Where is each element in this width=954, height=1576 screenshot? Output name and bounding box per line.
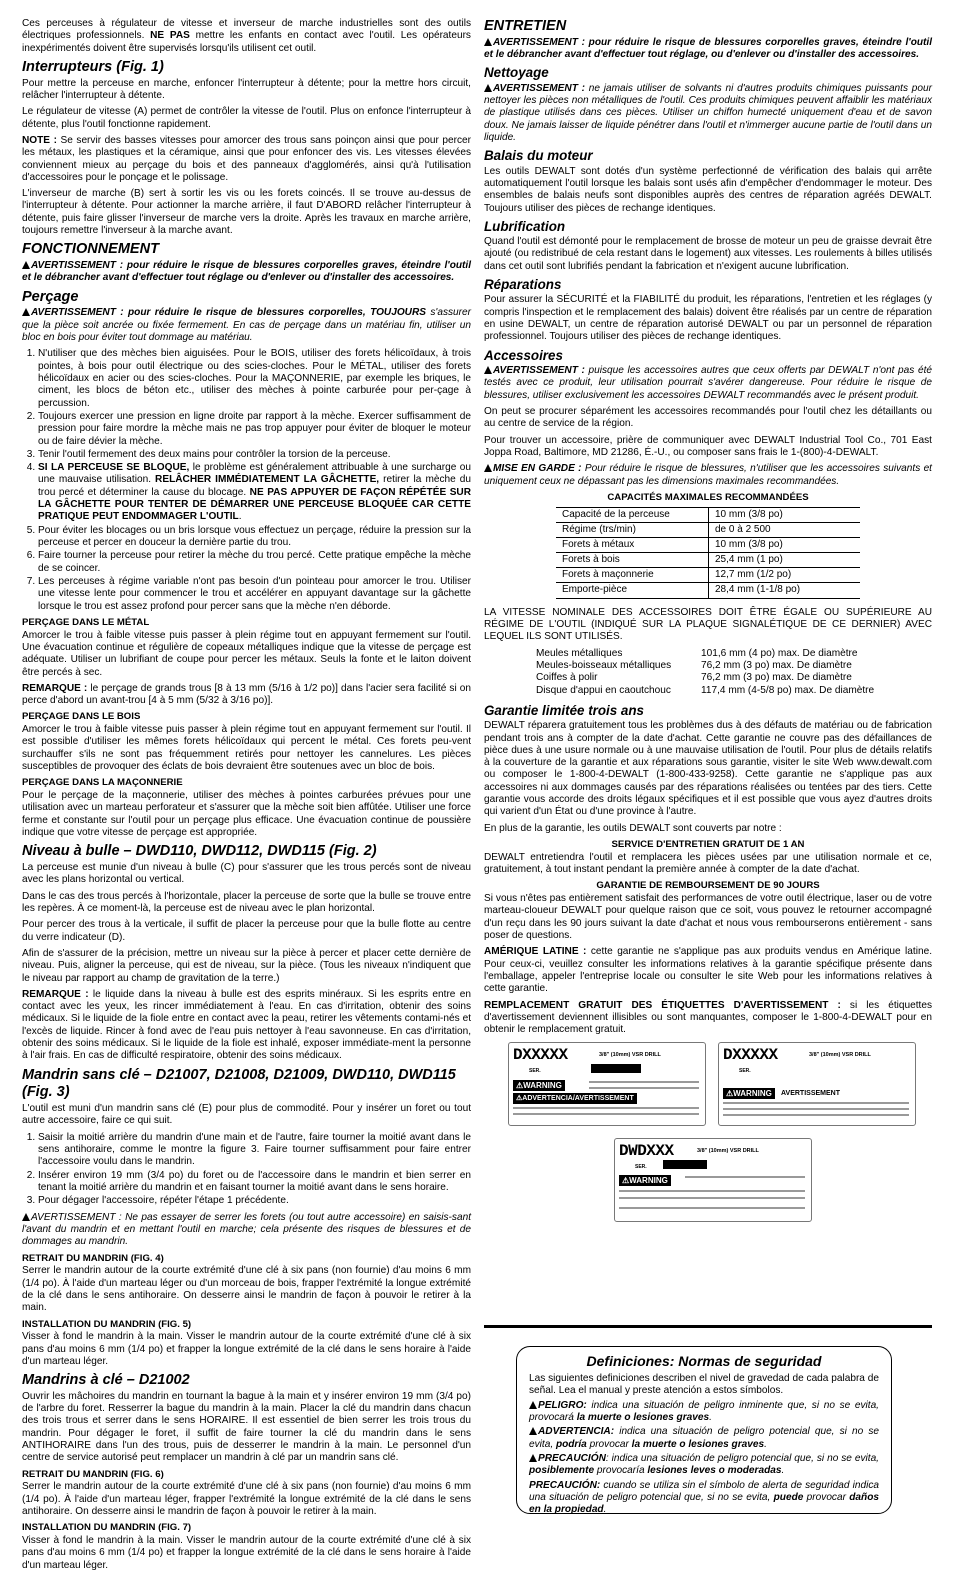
metal-remark: REMARQUE : le perçage de grands trous [8 à 13 mm (5/16 à 1/2 po)] dans l'acier sera facilité si on perce d'abord un avant-trou [4 à 5 mm (5/32 à 3/16 po)].	[22, 682, 471, 707]
list-item: 3. Tenir l'outil fermement des deux mains pour contrôler la torsion de la perceuse.	[38, 449, 471, 461]
mandrins-a-cle-heading: Mandrins à clé – D21002	[22, 1372, 190, 1389]
definitions-heading: Definiciones: Normas de seguridad	[586, 1353, 822, 1369]
remplacement-paragraph: REMPLACEMENT GRATUIT DES ÉTIQUETTES D'AVERTISSEMENT : si les étiquettes d'avertissement deviennent illisibles ou sont manquantes, composer le 1-800-4-DEWALT pour en obtenir le remplacement gratuit.	[484, 999, 932, 1036]
list-item: Meules métalliques	[536, 647, 623, 659]
lubrification-heading: Lubrification	[484, 218, 566, 234]
mandrin-steps	[22, 1132, 471, 1208]
precaucion-definition: PRECAUCIÓN: indica una situación de peligro potencial que, si no se evita, posiblemente provocaría lesiones leves o moderadas.	[529, 1452, 879, 1477]
list-item: Meules-boisseaux métalliques	[536, 659, 672, 671]
warning-label-3	[614, 1138, 812, 1222]
capacites-heading: CAPACITÉS MAXIMALES RECOMMANDÉES	[607, 491, 809, 503]
lubrification-paragraph: Quand l'outil est démonté pour le remplacement de brosse de moteur un peu de graisse devrait être ajouté (ou redistribué de cela restant dans le logement) aux vitesses. Les roulements à billes utilisés dans cet outil sont lubrifiés pendant la fabrication et n'exigent aucune lubrification.	[484, 236, 932, 272]
advertencia-definition: ADVERTENCIA: indica una situación de peligro potencial que, si no se evita, podría provocar la muerte o lesiones graves.	[529, 1426, 879, 1450]
table-row: Forets à bois 25,4 mm (1 po)	[556, 553, 860, 568]
label-text-line	[619, 1207, 805, 1209]
metal-paragraph: Amorcer le trou à faible vitesse puis passer à plein régime tout en appuyant fermement sur l'outil. Une évacuation continue et régulière de copeaux métalliques indique que la vitesse de perçage est adéquate. Utiliser un lubrifiant de coupe pour percer les métaux. Seuls la fonte et le laiton doivent être percés à sec.	[22, 629, 471, 678]
garantie-p2: En plus de la garantie, les outils DEWALT sont couverts par notre :	[484, 822, 782, 834]
percage-heading: Perçage	[22, 288, 79, 305]
list-item: 2. Insérer environ 19 mm (3/4 po) du foret ou de l'accessoire dans le mandrin et bien serrer en tenant la moitié arrière du mandrin et en faisant tourner la moitié avant dans le sens horaire.	[38, 1170, 471, 1195]
table-row: Capacité de la perceuse 10 mm (3/8 po)	[556, 507, 860, 522]
list-item: 6. Faire tourner la perceuse pour retirer la mèche du trou percé. Cette pratique empêche la mèche de se coincer.	[38, 550, 471, 575]
mise-en-garde: MISE EN GARDE : Pour réduire le risque de blessures, n'utiliser que les accessoires suivants et uniquement ceux ne dépassant pas les dimensions maximales recommandées.	[484, 463, 932, 487]
label-subtitle: 3/8" (10mm) VSR DRILL	[599, 1052, 661, 1059]
retrait4-heading: RETRAIT DU MANDRIN (FIG. 4)	[22, 1252, 164, 1264]
table-row: Emporte-pièce 28,4 mm (1-1/8 po)	[556, 583, 860, 598]
warning-triangle-icon	[22, 261, 30, 269]
label-model: DXXXXX	[723, 1046, 778, 1065]
list-item: 2. Toujours exercer une pression en ligne droite par rapport à la mèche. Exercer suffisamment de pression pour faire mordre la mèche mais ne pas trop appuyer pour éviter de bloquer le moteur ou de faire dévier la mèche.	[38, 411, 471, 448]
label-model: DXXXXX	[513, 1046, 568, 1065]
accessoires-list	[536, 648, 932, 697]
reparations-paragraph: Pour assurer la SÉCURITÉ et la FIABILITÉ du produit, les réparations, l'entretien et les réglages (y compris l'inspection et le remplacement des balais) doivent être réalisés par un centre de réparation en usine DEWALT, un centre de réparation autorisé DEWALT ou par un personnel de réparation professionnel. Toujours utiliser des pièces de rechange identiques.	[484, 294, 932, 343]
inverseur-paragraph: L'inverseur de marche (B) sert à sortir les vis ou les forets coincés. Il se trouve au-dessus de l'interrupteur à détente. Pour actionner la marche arrière, il faut D'ABORD relâcher l'interrupteur à détente, puis faire glisser l'inverseur de marche vers la droite. Après les travaux en marche arrière, toujours remettre l'inverseur à la marche avant.	[22, 188, 471, 237]
balais-heading: Balais du moteur	[484, 148, 593, 164]
label-text-line	[685, 1176, 805, 1178]
warning-triangle-icon	[484, 366, 492, 374]
label-warning-badge: ⚠WARNING	[723, 1088, 775, 1099]
reparations-heading: Réparations	[484, 277, 562, 293]
entretien-warning: AVERTISSEMENT : pour réduire le risque de blessures corporelles graves, éteindre l'outil et le débrancher avant d'effectuer tout réglage, ou d'enlever ou d'installer des accessoires.	[484, 36, 932, 60]
accessoires-p1: On peut se procurer séparément les accessoires recommandés pour l'outil chez les détaillants ou au centre de service de la région.	[484, 405, 932, 430]
label-text-line	[619, 1190, 805, 1192]
right-column	[484, 18, 932, 1342]
nettoyage-heading: Nettoyage	[484, 65, 549, 81]
garantie-paragraph: DEWALT réparera gratuitement tous les problèmes dus à des défauts de matériau ou de fabrication pendant trois ans à compter de la date d'achat. Cette garantie ne couvre pas des défaillances de pièce dues à une usure normale ou à une mauvaise utilisation de l'outil. Pour plus de détails relatifs à la couverture de la garantie et aux réparations sous garantie, visiter le site Web www.dewalt.com ou composer le 1-800-4-DEWALT (1-800-433-9258). Cette garantie ne s'applique pas aux accessoires ni aux dommages causés par des réparations réalisées ou tentées par des tiers. Cette garantie vous accorde des droits légaux spécifiques et il est possible que vous ayez d'autres droits qui varient d'un État ou d'une province à l'autre.	[484, 720, 932, 818]
list-item: 101,6 mm (4 po) max. De diamètre	[701, 647, 858, 659]
percage-warning: AVERTISSEMENT : pour réduire le risque de blessures corporelles, TOUJOURS s'assurer que la pièce soit ancrée ou fixée fermement. En cas de perçage dans un matériau fin, utiliser un bloc en bois pour éviter tout dommage au matériau.	[22, 307, 471, 343]
mandrin-sans-cle-heading: Mandrin sans clé – D21007, D21008, D21009, DWD110, DWD115 (Fig. 3)	[22, 1066, 456, 1101]
warning-triangle-icon	[529, 1454, 537, 1462]
entretien-heading: ENTRETIEN	[484, 18, 567, 34]
label-warning-text: AVERTISSEMENT	[781, 1090, 840, 1098]
label-text-line	[513, 1113, 699, 1115]
list-item: Disque d'appui en caoutchouc	[536, 684, 671, 696]
retrait6-paragraph: Serrer le mandrin autour de la courte extrémité d'une clé à six pans (non fournie) d'au moins 6 mm (1/4 po). À l'aide d'un marteau léger, frapper l'extrémité la longue extrémité de la clé dans le sens antihoraire. On desserre ainsi le mandrin de façon à pouvoir le retirer à la main.	[22, 1481, 471, 1518]
label-text-line	[619, 1197, 805, 1199]
remboursement-heading: GARANTIE DE REMBOURSEMENT DE 90 JOURS	[596, 880, 820, 892]
precaucion-no-symbol-definition: PRECAUCIÓN: cuando se utiliza sin el símbolo de alerta de seguridad indica una situación de peligro potencial que, si no se evita, puede provocar daños en la propiedad.	[529, 1479, 879, 1516]
label-serial: SER.	[529, 1068, 541, 1075]
amerique-paragraph: AMÉRIQUE LATINE : cette garantie ne s'applique pas aux produits vendus en Amérique latine. Pour ceux-ci, veuillez consulter les informations relatives à la garantie spécifique présente dans l'emballage, appeler l'entreprise locale ou consulter le site Web pour les informations relatives à cette garantie.	[484, 946, 932, 995]
label-model: DWDXXX	[619, 1142, 674, 1161]
niveau-remark: REMARQUE : le liquide dans la niveau à bulle est des esprits minéraux. Si les esprits entre en contact avec les yeux, les rincer immédiatement à l'eau. En cas d'irritation, obtenir des soins médicaux. Si le liquide de la fiole entre en contact avec la peau, retirer les vêtements contami-nés et l'excès de liquide. Rincer à fond avec de l'eau puis nettoyer à l'eau savonneuse. En cas d'irritation, obtenir des soins médicaux. Si le liquide de la fiole est inhalé, exposer immédiate-ment la personne à l'air frais. En cas de difficulté respiratoire, obtenir des soins médicaux.	[22, 988, 471, 1062]
label-serial: SER.	[635, 1164, 647, 1171]
install5-heading: INSTALLATION DU MANDRIN (FIG. 5)	[22, 1318, 192, 1330]
warning-labels	[484, 1042, 932, 1342]
list-item: Coiffes à polir	[536, 672, 598, 684]
label-text-line	[589, 1081, 699, 1083]
label-text-line	[589, 1087, 699, 1089]
bois-paragraph: Amorcer le trou à faible vitesse puis passer à plein régime tout en appuyant fermement sur l'outil. Il est possible d'utiliser les mêmes forets hélicoïdaux qui percent le métal. Ces forets peu-vent surchauffer s'ils ne sont pas fréquemment retirés pour nettoyer les cannelures. Les pièces susceptibles de provoquer des éclats de bois devraient être soutenues avec un bloc de bois.	[22, 724, 471, 773]
intro-paragraph: Ces perceuses à régulateur de vitesse et inverseur de marche industrielles sont des outils électriques professionnels. NE PAS mettre les enfants en contact avec l'outil. Les opérateurs inexpérimentés doivent être supervisés lorsqu'ils utilisent cet outil.	[22, 18, 471, 54]
label-warning-badge: ⚠WARNING	[513, 1080, 565, 1091]
retrait6-heading: RETRAIT DU MANDRIN (FIG. 6)	[22, 1468, 164, 1480]
warning-triangle-icon	[529, 1401, 537, 1409]
table-row: Forets à métaux 10 mm (3/8 po)	[556, 537, 860, 552]
label-subtitle: 3/8" (10mm) VSR DRILL	[697, 1148, 759, 1155]
list-item: 3. Pour dégager l'accessoire, répéter l'étape 1 précédente.	[38, 1195, 471, 1207]
remboursement-paragraph: Si vous n'êtes pas entièrement satisfait des performances de votre outil électrique, laser ou de votre marteau-cloueur DEWALT pour quelque raison que ce soit, vous pouvez le retourner accompagné d'un reçu dans les 90 jours suivant la date d'achat et nous vous rembourserons entièrement - sans poser de questions.	[484, 893, 932, 941]
maconnerie-paragraph: Pour le perçage de la maçonnerie, utiliser des mèches à pointes carburées prévues pour une utilisation avec un marteau perforateur et s'assurer que la mèche soit bien affûtée. Utiliser une force ferme et constante sur l'outil pour un perçage plus efficace. Une évacuation continue de poussière indique que votre vitesse de perçage est appropriée.	[22, 790, 471, 839]
install7-paragraph: Visser à fond le mandrin à la main. Visser le mandrin autour de la courte extrémité d'une clé à six pans d'au moins 6 mm (1/4 po) et frapper la longue extrémité de la clé dans le sens horaire à l'aide d'un marteau léger.	[22, 1535, 471, 1571]
bois-heading: PERÇAGE DANS LE BOIS	[22, 711, 141, 723]
warning-triangle-icon	[22, 308, 30, 316]
balais-paragraph: Les outils DEWALT sont dotés d'un système perfectionné de vérification des balais qui arrête automatiquement l'outil lorsque les balais sont usés afin d'empêcher d'endommager le moteur. Des ensembles de balais neufs sont disponibles auprès des centres de réparation agréés DEWALT. Toujours utiliser des pièces de rechange identiques.	[484, 165, 932, 214]
mandrin-paragraph: L'outil est muni d'un mandrin sans clé (E) pour plus de commodité. Pour y insérer un foret ou tout autre accessoire, faire ce qui suit.	[22, 1103, 471, 1127]
label-text-line	[513, 1107, 699, 1109]
maconnerie-heading: PERÇAGE DANS LA MAÇONNERIE	[22, 777, 183, 789]
vitesse-paragraph: LA VITESSE NOMINALE DES ACCESSOIRES DOIT ÊTRE ÉGALE OU SUPÉRIEURE AU RÉGIME DE L'OUTIL (INDIQUÉ SUR LA PLAQUE SIGNALÉTIQUE DE CE DERNIER) AVEC LEQUEL ILS SONT UTILISÉS.	[484, 606, 932, 643]
redacted-block	[591, 1064, 641, 1073]
percage-steps	[22, 348, 471, 613]
garantie-heading: Garantie limitée trois ans	[484, 702, 645, 718]
label-warning-badge: ⚠ADVERTENCIA/AVERTISSEMENT	[513, 1093, 637, 1104]
table-row: Régime (trs/min) de 0 à 2 500	[556, 522, 860, 537]
label-serial: SER.	[739, 1068, 751, 1075]
section-divider	[484, 1325, 932, 1328]
niveau-p3: Pour percer des trous à la verticale, il suffit de placer la perceuse pour que la bulle flotte au centre du verre indicateur (D).	[22, 919, 471, 943]
redacted-block	[663, 1160, 707, 1169]
accessoires-heading: Accessoires	[484, 347, 563, 363]
list-item: 76,2 mm (3 po) max. De diamètre	[701, 659, 852, 671]
cle-paragraph: Ouvrir les mâchoires du mandrin en tournant la bague à la main et y insérer environ 19 mm (3/4 po) de l'arbre du foret. Resserrer la bague du mandrin à la main. Placer la clé du mandrin dans chacun des trois trous et serrer dans le sens HORAIRE. Il est essentiel de bien serrer les trois trous du mandrin. Pour dégager le foret, il suffit de faire tourner la clé du mandrin dans le sens ANTIHORAIRE dans l'un des trous, puis de desserrer le mandrin à la main. Le personnel d'un centre de service autorisé peut remplacer un mandrin à clé par un mandrin sans clé.	[22, 1390, 471, 1464]
niveau-p4: Afin de s'assurer de la précision, mettre un niveau sur la pièce à percer et placer cette dernière de niveau. Puis, aligner la perceuse, qui est de niveau, sur la pièce. (Tous les niveaux n'indiquent que le niveau par rapport au champ de gravitation de la terre.)	[22, 947, 471, 984]
list-item: 1. N'utiliser que des mèches bien aiguisées. Pour le BOIS, utiliser des forets hélicoïdaux, à trois pointes, à bois pour outil électrique ou des scies-cloches. Pour le MÉTAL, utiliser des forets hélicoïdaux en acier ou des scies-cloches. Pour la MAÇONNERIE, par exemple les briques, le ciment, les blocs de béton etc., utiliser des mèches à pointe carburée pour per-çage à percussion.	[38, 348, 471, 410]
install7-heading: INSTALLATION DU MANDRIN (FIG. 7)	[22, 1522, 192, 1534]
list-item: 76,2 mm (3 po) max. De diamètre	[701, 672, 852, 684]
list-item: 7. Les perceuses à régime variable n'ont pas besoin d'un pointeau pour amorcer le trou. Utiliser une vitesse lente pour commencer le trou et accélérer en appuyant davantage sur la gâchette lorsque le trou est assez profond pour percer sans que la mèche n'en déborde.	[38, 576, 471, 613]
warning-label-2	[718, 1042, 916, 1126]
list-item: 1. Saisir la moitié arrière du mandrin d'une main et de l'autre, faire tourner la moitié avant dans le sens antihoraire, comme le montre la figure 3. Faire tourner suffisamment pour faire entrer l'accessoire voulu dans le mandrin.	[38, 1132, 471, 1169]
accessoires-warning: AVERTISSEMENT : puisque les accessoires autres que ceux offerts par DEWALT n'ont pas été testés avec ce produit, leur utilisation pourrait s'avérer dangereuse. Pour réduire le risque de blessures, utiliser exclusivement les accessoires DEWALT recommandés avec le présent produit.	[484, 365, 932, 401]
list-item: 4. SI LA PERCEUSE SE BLOQUE, le problème est généralement attribuable à une surcharge ou une mauvaise utilisation. RELÂCHER IMMÉDIATEMENT LA GÂCHETTE, retirer la mèche du trou percé et déterminer la cause du blocage. NE PAS APPUYER DE FAÇON RÉPÉTÉE SUR LA GÂCHETTE POUR TENTER DE DÉMARRER UNE PERCEUSE BLOQUÉE CAR CETTE PRATIQUE PEUT ENDOMMAGER L'OUTIL.	[38, 462, 471, 524]
nettoyage-warning: AVERTISSEMENT : ne jamais utiliser de solvants ni d'autres produits chimiques puissants pour nettoyer les pièces non métalliques de l'outil. Ces produits chimiques peuvent affaiblir les matériaux de plastique utilisés dans ces pièces. Utiliser un chiffon humecté uniquement d'eau et de savon doux. Ne jamais laisser de liquide pénétrer dans l'outil et n'immerger aucune partie de l'outil dans un liquide.	[484, 82, 932, 143]
definitions-box	[516, 1346, 892, 1514]
note-paragraph: NOTE : Se servir des basses vitesses pour amorcer des trous sans poinçon ainsi que pour percer les métaux, les plastiques et la céramique, ainsi que pour enfoncer des vis. Les vitesses élevées conviennent mieux au perçage du bois et des panneaux d'agglomérés, ainsi qu'à l'utilisation d'accessoires pour le ponçage et le polissage.	[22, 134, 471, 183]
fonctionnement-warning: AVERTISSEMENT : pour réduire le risque de blessures corporelles graves, éteindre l'outil et le débrancher avant d'effectuer tout réglage ou d'enlever ou d'installer des accessoires.	[22, 260, 471, 284]
capacites-table	[556, 507, 860, 599]
warning-triangle-icon	[22, 1213, 30, 1221]
mandrin-warning: AVERTISSEMENT : Ne pas essayer de serrer les forets (ou tout autre accessoire) en saisis-sant l'avant du mandrin et en mettant l'outil en marche; cela présente des risques de blessures et de dommages au mandrin.	[22, 1211, 471, 1248]
install5-paragraph: Visser à fond le mandrin à la main. Visser le mandrin autour de la courte extrémité d'une clé à six pans d'au moins 6 mm (1/4 po) et frapper la longue extrémité de la clé dans le sens horaire à l'aide d'un marteau léger.	[22, 1331, 471, 1367]
retrait4-paragraph: Serrer le mandrin autour de la courte extrémité d'une clé à six pans (non fournie) d'au moins 6 mm (1/4 po). À l'aide d'un marteau léger ou d'un morceau de bois, frapper l'extrémité la longue extrémité de la clé dans le sens antihoraire. On desserre ainsi le mandrin de façon à pouvoir le retirer à la main.	[22, 1265, 471, 1314]
label-subtitle: 3/8" (10mm) VSR DRILL	[809, 1052, 871, 1059]
niveau-p1: La perceuse est munie d'un niveau à bulle (C) pour s'assurer que les trous percés sont de niveau avec les plans horizontal ou vertical.	[22, 862, 471, 886]
niveau-heading: Niveau à bulle – DWD110, DWD112, DWD115 (Fig. 2)	[22, 843, 377, 860]
warning-triangle-icon	[484, 38, 492, 46]
accessoires-p2: Pour trouver un accessoire, prière de communiquer avec DEWALT Industrial Tool Co., 701 East Joppa Road, Baltimore, MD 21286, É.-U., ou composer sans frais le 1-(800)-4-DEWALT.	[484, 434, 932, 458]
metal-heading: PERÇAGE DANS LE MÉTAL	[22, 616, 150, 628]
warning-triangle-icon	[529, 1427, 537, 1435]
label-text-line	[723, 1102, 909, 1104]
interrupteurs-p1: Pour mettre la perceuse en marche, enfoncer l'interrupteur à détente; pour la mettre hors circuit, relâcher l'interrupteur à détente.	[22, 77, 471, 101]
definitions-intro: Las siguientes definiciones describen el nivel de gravedad de cada palabra de señal. Lea el manual y preste atención a estos símbolos.	[529, 1373, 879, 1397]
service-heading: SERVICE D'ENTRETIEN GRATUIT DE 1 AN	[611, 839, 805, 851]
label-warning-badge: ⚠WARNING	[619, 1175, 671, 1186]
niveau-p2: Dans le cas des trous percés à l'horizontale, placer la perceuse de sorte que la bulle se trouve entre les repères. À ce moment-là, la perceuse est de niveau avec le plan horizontal.	[22, 890, 471, 914]
table-row: Forets à maçonnerie 12,7 mm (1/2 po)	[556, 568, 860, 583]
service-paragraph: DEWALT entretiendra l'outil et remplacera les pièces usées par une utilisation normale et ce, gratuitement, à tout instant pendant la première année à compter de la date d'achat.	[484, 851, 932, 876]
left-column	[22, 18, 471, 1576]
fonctionnement-heading: FONCTIONNEMENT	[22, 241, 159, 258]
label-text-line	[723, 1108, 909, 1110]
warning-label-1	[508, 1042, 706, 1126]
list-item: 117,4 mm (4-5/8 po) max. De diamètre	[701, 684, 875, 696]
warning-triangle-icon	[484, 84, 492, 92]
peligro-definition: PELIGRO: indica una situación de peligro inminente que, si no se evita, provocará la muerte o lesiones graves.	[529, 1399, 879, 1424]
list-item: 5. Pour éviter les blocages ou un bris lorsque vous effectuez un perçage, réduire la pression sur la perceuse et percer en douceur la dernière partie du trou.	[38, 525, 471, 550]
label-text-line	[723, 1114, 909, 1116]
warning-triangle-icon	[484, 464, 492, 472]
interrupteurs-p2: Le régulateur de vitesse (A) permet de contrôler la vitesse de l'outil. Plus on enfonce l'interrupteur à détente, plus l'outil fonctionne rapidement.	[22, 106, 471, 130]
interrupteurs-heading: Interrupteurs (Fig. 1)	[22, 58, 164, 75]
